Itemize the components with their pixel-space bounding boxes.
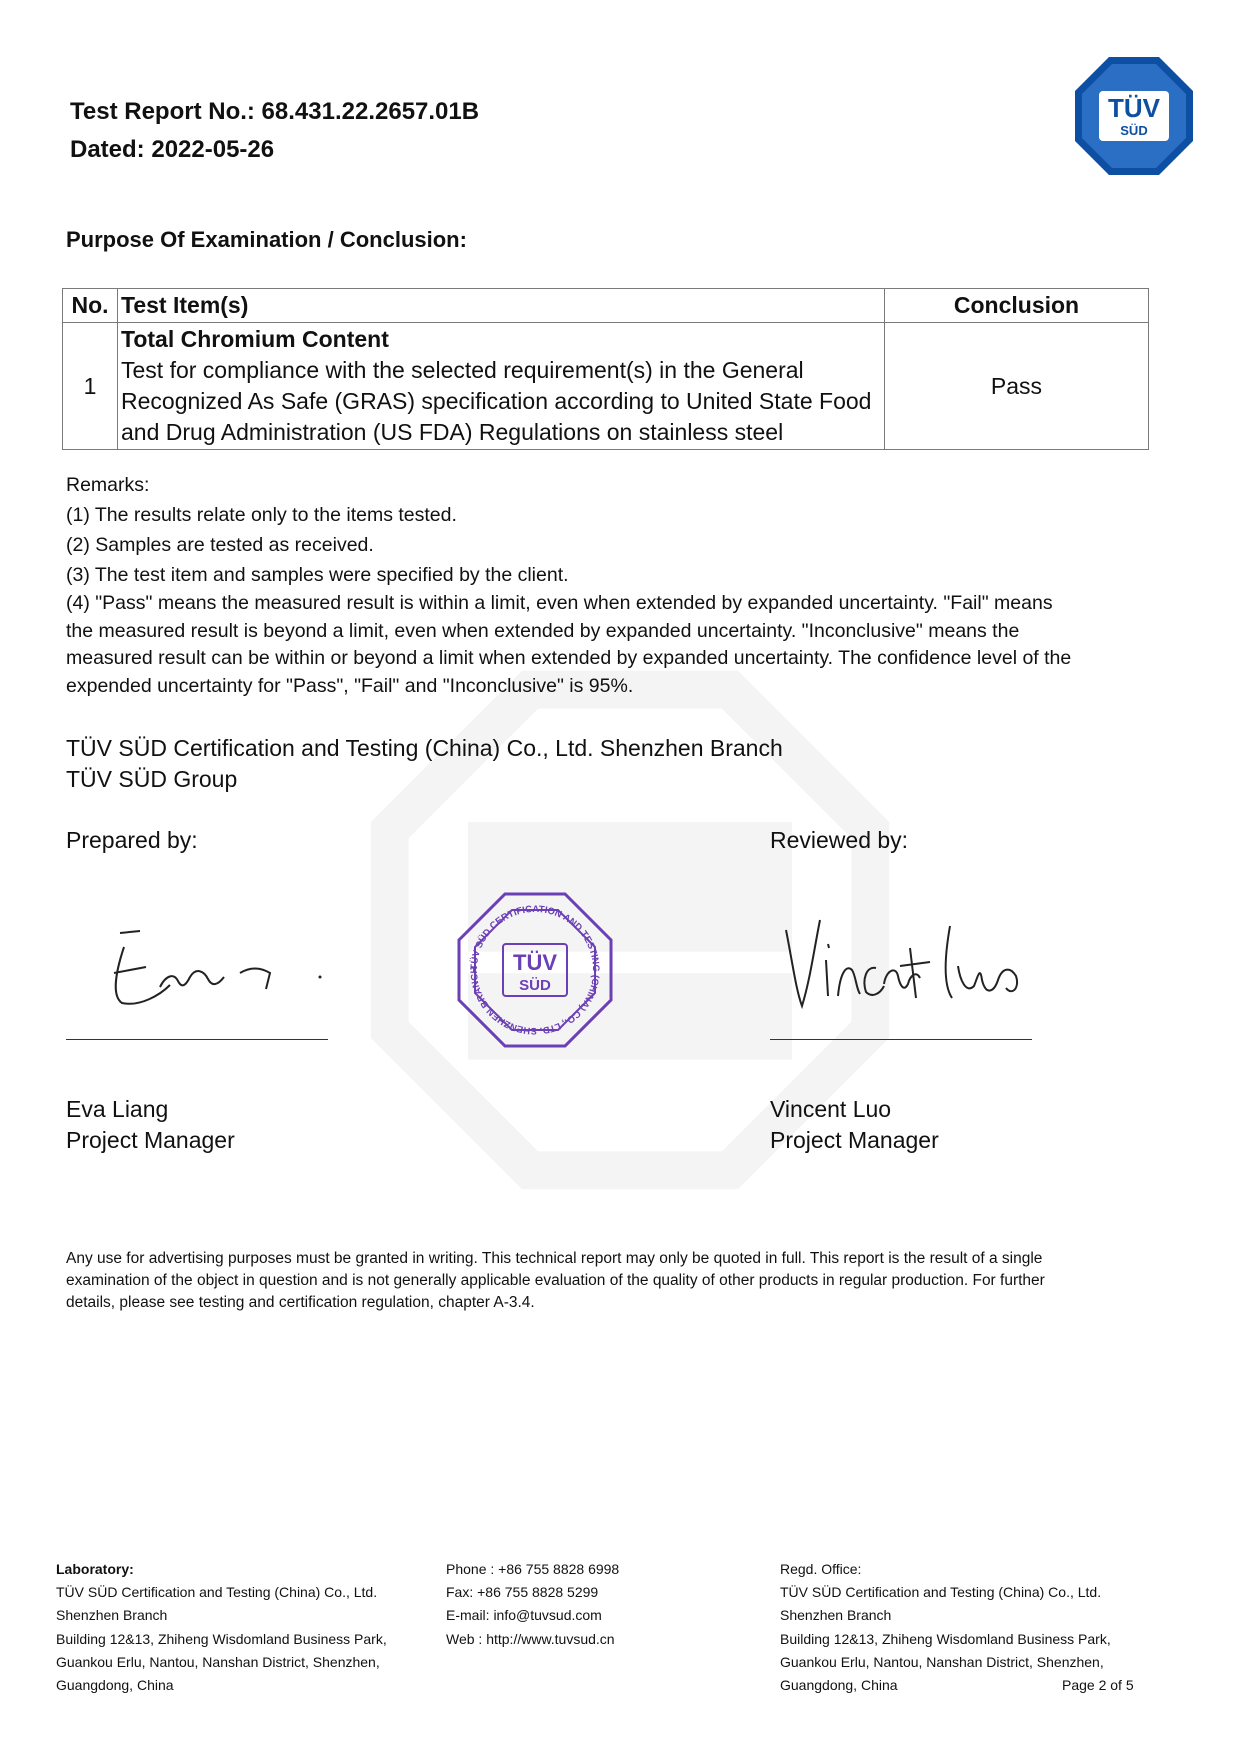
report-number: Test Report No.: 68.431.22.2657.01B	[70, 98, 480, 125]
reviewer-signature-line	[770, 1039, 1032, 1040]
laboratory-line: Guangdong, China	[56, 1677, 174, 1694]
remark-item-line: the measured result is beyond a limit, even when extended by expanded uncertainty. "Inconclusive" means the	[66, 619, 1020, 642]
reviewer-signature	[780, 910, 1040, 1020]
laboratory-line: TÜV SÜD Certification and Testing (China) Co., Ltd.	[56, 1584, 378, 1601]
test-item-line: and Drug Administration (US FDA) Regulations on stainless steel	[121, 419, 784, 445]
test-item-line: Test for compliance with the selected requirement(s) in the General	[121, 357, 804, 383]
header-conclusion: Conclusion	[885, 289, 1149, 323]
preparer-block	[66, 1094, 235, 1156]
office-line: Shenzhen Branch	[780, 1607, 892, 1624]
prepared-by-label: Prepared by:	[66, 827, 198, 853]
remarks-title: Remarks:	[66, 474, 150, 496]
disclaimer	[66, 1248, 1146, 1314]
office-line: TÜV SÜD Certification and Testing (China) Co., Ltd.	[780, 1584, 1102, 1601]
office-label: Regd. Office:	[780, 1561, 862, 1577]
logo-bottom-text: SÜD	[1120, 123, 1148, 138]
results-table	[62, 288, 1149, 450]
stamp-ring-text: TÜV SÜD CERTIFICATION AND TESTING (CHINA) CO., LTD. SHENZHEN BRANCH	[468, 903, 602, 1037]
reviewed-by-label: Reviewed by:	[770, 827, 909, 853]
table-header-row	[63, 289, 1149, 323]
company-seal-stamp	[455, 890, 615, 1050]
remark-item: (2) Samples are tested as received.	[66, 534, 374, 556]
contact-phone: Phone : +86 755 8828 6998	[446, 1561, 620, 1577]
conclusion-cell: Pass	[885, 323, 1149, 450]
laboratory-line: Guankou Erlu, Nantou, Nanshan District, Shenzhen,	[56, 1653, 380, 1670]
footer-contact	[446, 1558, 619, 1651]
test-item-cell	[118, 323, 885, 450]
contact-email: E-mail: info@tuvsud.com	[446, 1607, 602, 1624]
reviewer-name: Vincent Luo	[770, 1096, 892, 1122]
remark-item: (1) The results relate only to the items tested.	[66, 504, 457, 526]
company-name: TÜV SÜD Certification and Testing (China) Co., Ltd. Shenzhen Branch	[66, 735, 783, 761]
preparer-name: Eva Liang	[66, 1096, 169, 1122]
remarks	[66, 470, 1151, 700]
remark-item-line: measured result can be within or beyond a limit when extended by expanded uncertainty. The confidence level of the	[66, 647, 1072, 669]
remark-item: (4) "Pass" means the measured result is within a limit, even when extended by expanded uncertainty. "Fail" means	[66, 592, 1053, 614]
office-line: Building 12&13, Zhiheng Wisdomland Business Park,	[780, 1630, 1111, 1647]
disclaimer-line: Any use for advertising purposes must be granted in writing. This technical report may only be quoted in full. This report is the result of a single	[66, 1250, 1043, 1267]
office-line: Guangdong, China	[780, 1677, 898, 1694]
preparer-signature-line	[66, 1039, 328, 1040]
laboratory-label: Laboratory:	[56, 1561, 134, 1577]
purpose-title: Purpose Of Examination / Conclusion:	[66, 227, 467, 252]
logo-top-text: TÜV	[1108, 93, 1160, 123]
reviewer-title: Project Manager	[770, 1127, 939, 1153]
office-line: Guankou Erlu, Nantou, Nanshan District, Shenzhen,	[780, 1653, 1104, 1670]
stamp-center-top: TÜV	[513, 950, 557, 975]
disclaimer-line: examination of the object in question and is not generally applicable evaluation of the quality of other products in regular production. For further	[66, 1272, 1045, 1289]
remark-item: (3) The test item and samples were specified by the client.	[66, 564, 569, 586]
header-test-item: Test Item(s)	[118, 289, 885, 323]
header-no: No.	[63, 289, 118, 323]
laboratory-line: Shenzhen Branch	[56, 1607, 168, 1624]
company-block	[66, 733, 783, 795]
test-item-line: Recognized As Safe (GRAS) specification according to United State Food	[121, 388, 872, 414]
preparer-title: Project Manager	[66, 1127, 235, 1153]
footer-laboratory	[56, 1558, 387, 1697]
report-date: Dated: 2022-05-26	[70, 136, 275, 163]
row-number: 1	[63, 323, 118, 450]
company-group: TÜV SÜD Group	[66, 766, 238, 792]
laboratory-line: Building 12&13, Zhiheng Wisdomland Business Park,	[56, 1630, 387, 1647]
disclaimer-line: details, please see testing and certification regulation, chapter A-3.4.	[66, 1294, 535, 1311]
tuv-sud-logo	[1073, 55, 1195, 177]
contact-web: Web : http://www.tuvsud.cn	[446, 1630, 615, 1647]
stamp-center-bottom: SÜD	[519, 977, 551, 994]
reviewer-block	[770, 1094, 939, 1156]
preparer-signature	[100, 915, 340, 1015]
table-row	[63, 323, 1149, 450]
page-number: Page 2 of 5	[1062, 1677, 1134, 1693]
test-item-title: Total Chromium Content	[121, 326, 389, 352]
contact-fax: Fax: +86 755 8828 5299	[446, 1584, 599, 1601]
remark-item-line: expended uncertainty for "Pass", "Fail" and "Inconclusive" is 95%.	[66, 674, 634, 697]
